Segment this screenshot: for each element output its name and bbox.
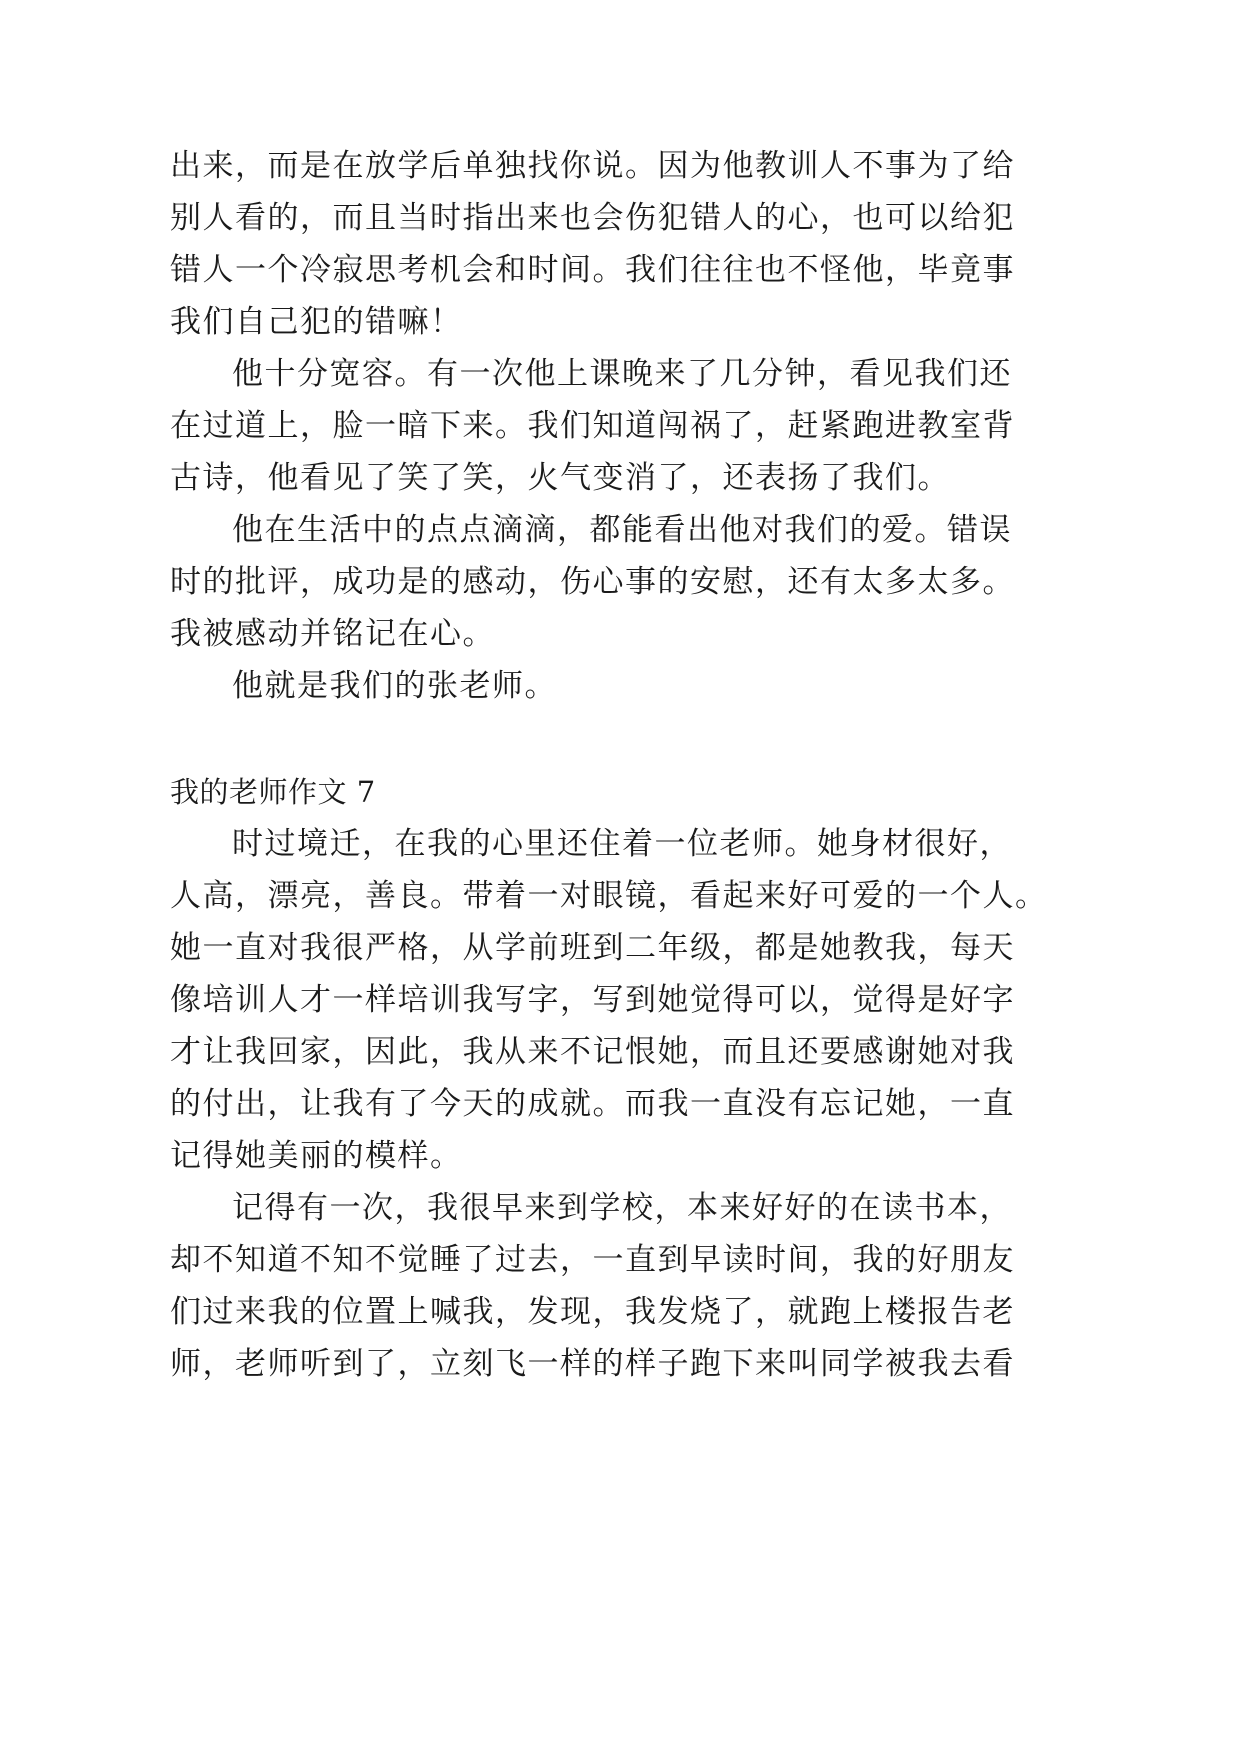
- paragraph-start-line: 他十分宽容。有一次他上课晚来了几分钟，看见我们还: [232, 356, 1012, 392]
- text-line: 出来，而是在放学后单独找你说。因为他教训人不事为了给: [170, 148, 1015, 184]
- text-line: 却不知道不知不觉睡了过去，一直到早读时间，我的好朋友: [170, 1242, 1015, 1278]
- text-line: 错人一个冷寂思考机会和时间。我们往往也不怪他，毕竟事: [170, 252, 1015, 288]
- text-line: 她一直对我很严格，从学前班到二年级，都是她教我，每天: [170, 930, 1015, 966]
- text-line: 像培训人才一样培训我写字，写到她觉得可以，觉得是好字: [170, 982, 1015, 1018]
- text-line: 在过道上，脸一暗下来。我们知道闯祸了，赶紧跑进教室背: [170, 408, 1015, 444]
- text-line: 人高，漂亮，善良。带着一对眼镜，看起来好可爱的一个人。: [170, 878, 1048, 914]
- paragraph-start-line: 他在生活中的点点滴滴，都能看出他对我们的爱。错误: [232, 512, 1012, 548]
- section-heading: 我的老师作文 7: [170, 775, 376, 809]
- text-line: 们过来我的位置上喊我，发现，我发烧了，就跑上楼报告老: [170, 1294, 1015, 1330]
- paragraph-start-line: 记得有一次，我很早来到学校，本来好好的在读书本，: [232, 1190, 1012, 1226]
- text-line: 师，老师听到了，立刻飞一样的样子跑下来叫同学被我去看: [170, 1346, 1015, 1382]
- text-line: 古诗，他看见了笑了笑，火气变消了，还表扬了我们。: [170, 460, 950, 496]
- text-line: 我被感动并铭记在心。: [170, 616, 495, 652]
- text-line: 时的批评，成功是的感动，伤心事的安慰，还有太多太多。: [170, 564, 1015, 600]
- text-line: 记得她美丽的模样。: [170, 1138, 463, 1174]
- paragraph-start-line: 时过境迁，在我的心里还住着一位老师。她身材很好，: [232, 826, 1012, 862]
- text-line: 的付出，让我有了今天的成就。而我一直没有忘记她，一直: [170, 1086, 1015, 1122]
- paragraph-start-line: 他就是我们的张老师。: [232, 668, 557, 704]
- text-line: 我们自己犯的错嘛！: [170, 304, 463, 340]
- text-line: 别人看的，而且当时指出来也会伤犯错人的心，也可以给犯: [170, 200, 1015, 236]
- text-line: 才让我回家，因此，我从来不记恨她，而且还要感谢她对我: [170, 1034, 1015, 1070]
